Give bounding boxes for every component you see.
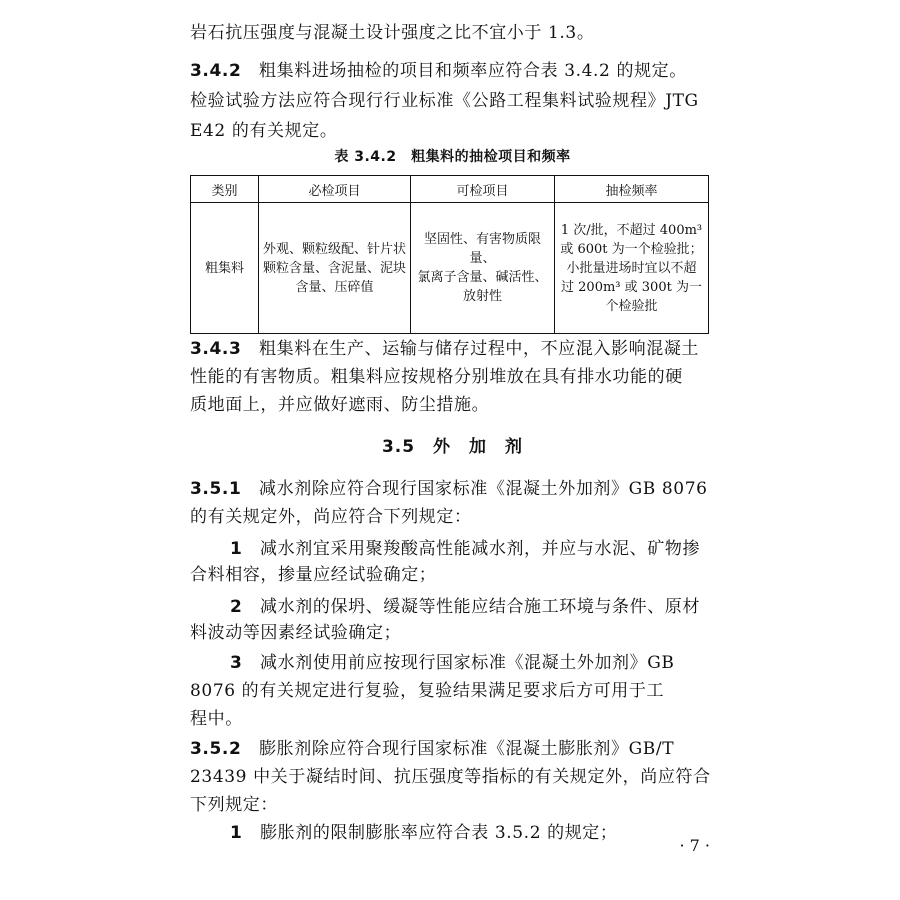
- clause-3-4-3: [190, 336, 715, 362]
- cell-line: 外观、颗粒级配、针片状: [262, 241, 406, 257]
- text-line: 的有关规定外，尚应符合下列规定：: [190, 507, 472, 527]
- list-item: [230, 536, 715, 562]
- item-number: 2: [230, 597, 243, 617]
- page-number: · 7 ·: [679, 836, 710, 855]
- item-number: 3: [230, 653, 243, 673]
- text-line: 减水剂宜采用聚羧酸高性能减水剂，并应与水泥、矿物掺: [260, 539, 701, 559]
- frequency-cell: [555, 203, 709, 334]
- list-item: [230, 820, 715, 846]
- text-line: 合料相容，掺量应经试验确定；: [190, 565, 437, 585]
- table-header-row: [191, 176, 709, 203]
- cell-line: 含量、压碎值: [295, 279, 374, 295]
- header-cell: 类别: [191, 176, 259, 203]
- text-line: 减水剂除应符合现行国家标准《混凝土外加剂》GB 8076: [259, 479, 708, 499]
- text-line: 下列规定：: [190, 795, 278, 815]
- text-line: E42 的有关规定。: [190, 121, 338, 141]
- cell-line: 过 200m³ 或 300t 为一: [561, 279, 702, 295]
- item-number: 1: [230, 823, 243, 843]
- clause-3-4-2: [190, 58, 715, 84]
- category-cell: 粗集料: [191, 203, 259, 334]
- item-number: 1: [230, 539, 243, 559]
- text-line: 质地面上，并应做好遮雨、防尘措施。: [190, 395, 490, 415]
- cell-line: 放射性: [462, 289, 502, 304]
- text-line: 23439 中关于凝结时间、抗压强度等指标的有关规定外，尚应符合: [190, 767, 711, 787]
- clause-3-5-2: [190, 736, 715, 762]
- section-heading: 3.5 外 加 剂: [381, 437, 524, 457]
- text-line: 粗集料进场抽检的项目和频率应符合表 3.4.2 的规定。: [259, 61, 687, 81]
- inspection-table: [190, 175, 709, 334]
- header-cell: 抽检频率: [555, 176, 709, 203]
- table-row: [191, 203, 709, 334]
- header-cell: 可检项目: [411, 176, 555, 203]
- text-line: 减水剂的保坍、缓凝等性能应结合施工环境与条件、原材: [260, 597, 701, 617]
- cell-line: 个检验批: [605, 298, 658, 314]
- text-line: 8076 的有关规定进行复验，复验结果满足要求后方可用于工: [190, 681, 665, 701]
- text-line: 性能的有害物质。粗集料应按规格分别堆放在具有排水功能的硬: [190, 367, 683, 387]
- cell-line: 颗粒含量、含泥量、泥块: [262, 260, 406, 276]
- cell-line: 坚固性、有害物质限量、: [423, 232, 541, 266]
- text-line: 检验试验方法应符合现行行业标准《公路工程集料试验规程》JTG: [190, 91, 699, 111]
- text-line: 膨胀剂的限制膨胀率应符合表 3.5.2 的规定；: [260, 823, 618, 843]
- cell-line: 或 600t 为一个检验批；: [560, 241, 703, 257]
- cell-line: 氯离子含量、碱活性、: [417, 270, 548, 285]
- clause-number: 3.5.1: [190, 479, 242, 499]
- cell-line: 小批量进场时宜以不超: [566, 260, 697, 276]
- text-line: 减水剂使用前应按现行国家标准《混凝土外加剂》GB: [260, 653, 675, 673]
- list-item: [230, 650, 715, 676]
- text-line: 膨胀剂除应符合现行国家标准《混凝土膨胀剂》GB/T: [259, 739, 675, 759]
- clause-3-5-1: [190, 476, 715, 502]
- text-line: 粗集料在生产、运输与储存过程中，不应混入影响混凝土: [259, 339, 700, 359]
- table-caption: 表 3.4.2 粗集料的抽检项目和频率: [334, 149, 571, 165]
- list-item: [230, 594, 715, 620]
- text-line: 程中。: [190, 709, 243, 729]
- cell-line: 1 次/批，不超过 400m³: [560, 222, 703, 238]
- header-cell: 必检项目: [259, 176, 411, 203]
- optional-items-cell: [411, 203, 555, 334]
- clause-number: 3.4.2: [190, 61, 242, 81]
- clause-number: 3.4.3: [190, 339, 242, 359]
- required-items-cell: [259, 203, 411, 334]
- clause-number: 3.5.2: [190, 739, 242, 759]
- text-line: 料波动等因素经试验确定；: [190, 623, 402, 643]
- text-line: 岩石抗压强度与混凝土设计强度之比不宜小于 1.3。: [190, 23, 595, 43]
